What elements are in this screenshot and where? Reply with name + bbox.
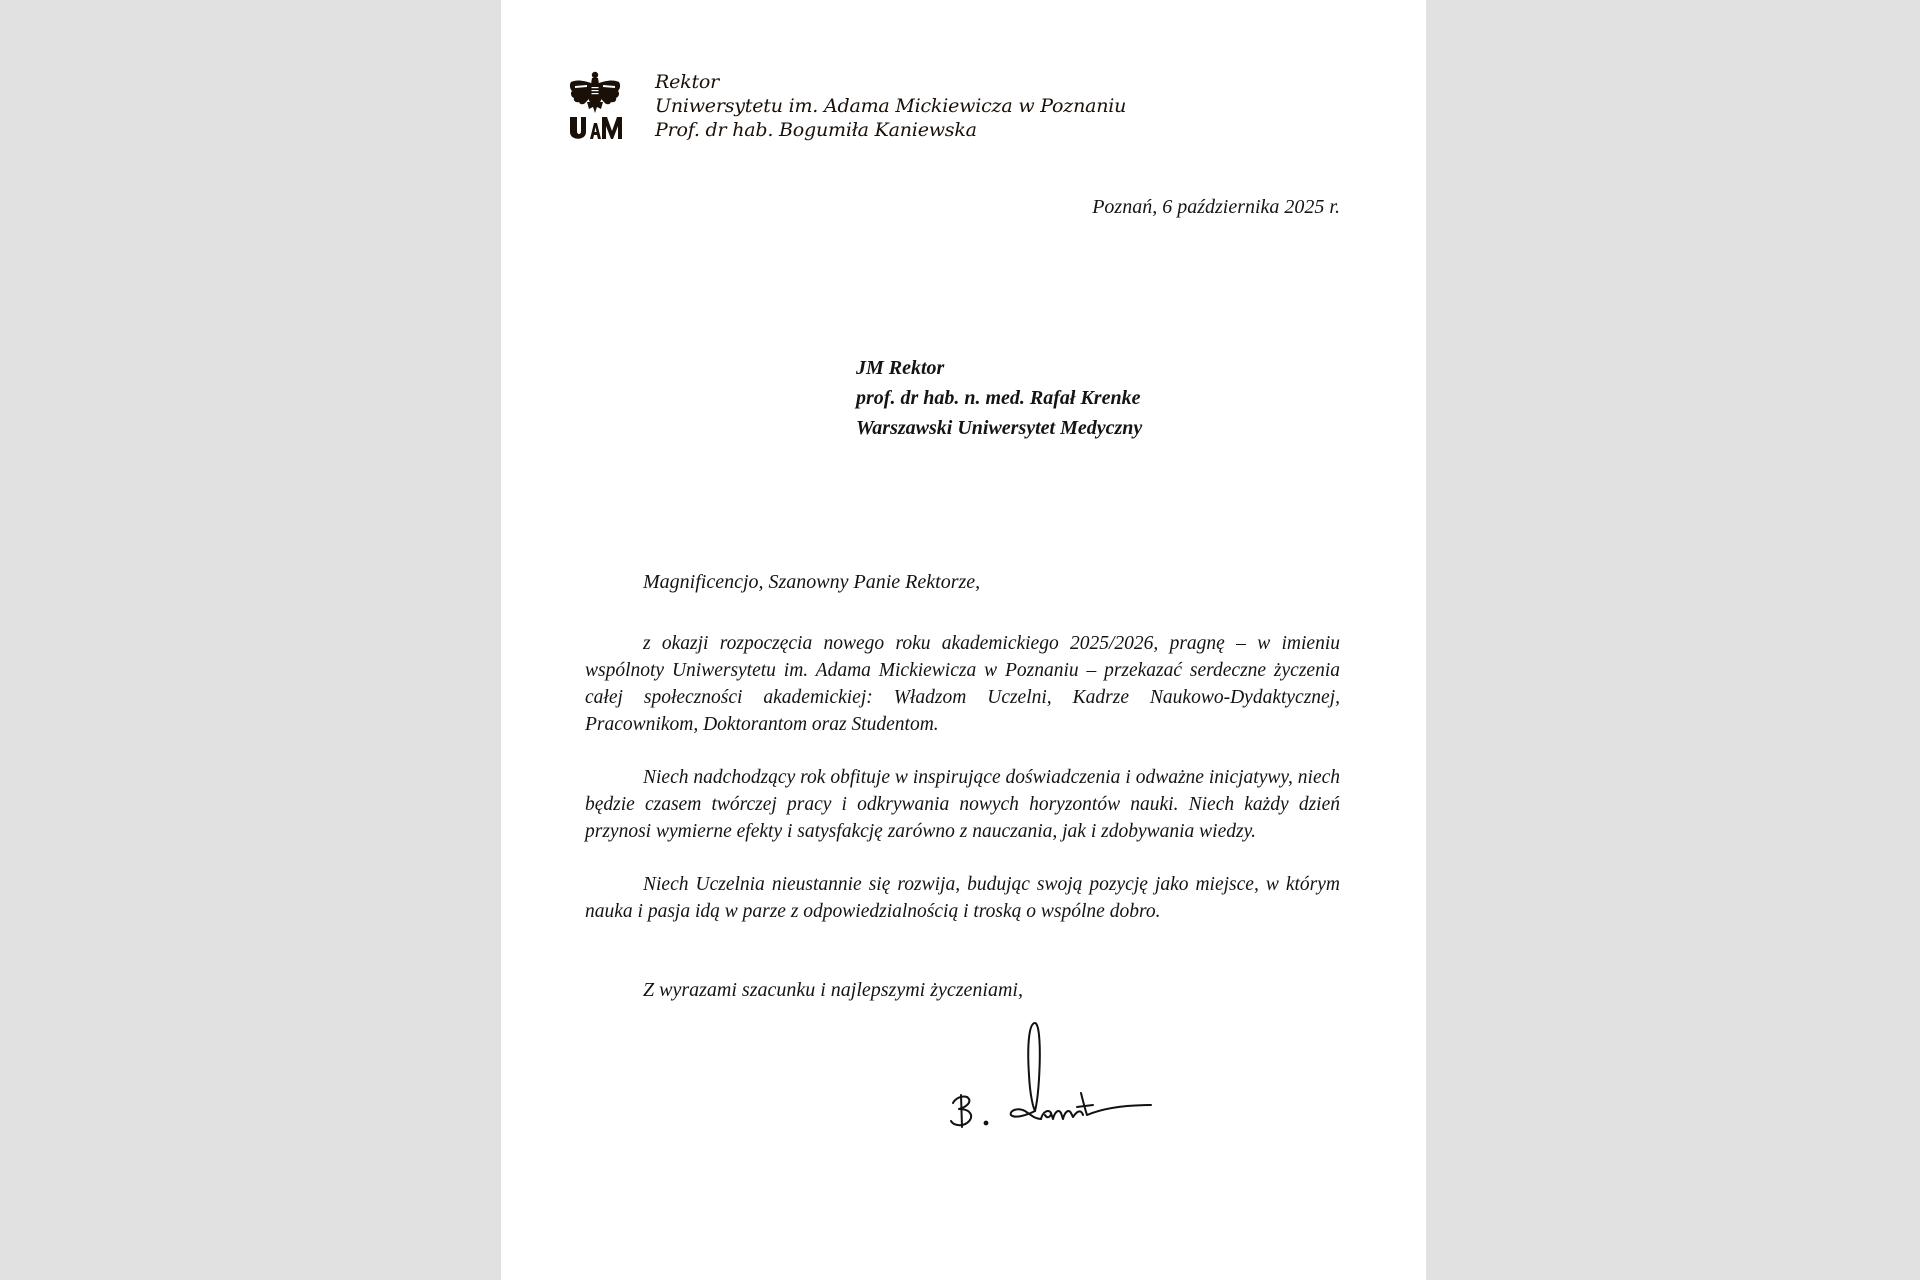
letter-date: Poznań, 6 października 2025 r. [1092, 196, 1340, 218]
letter-page [501, 0, 1426, 1280]
paragraph: Niech nadchodzący rok obfituje w inspirujące doświadczenia i odważne inicjatywy, niech będzie czasem twórczej pracy i odkrywania nowych horyzontów nauki. Niech każdy dzień przynosi wymierne efekty i satysfakcję zarówno z nauczania, jak i zdobywania wiedzy. [585, 767, 1340, 842]
letterhead [655, 70, 1126, 142]
letterhead-university: Uniwersytetu im. Adama Mickiewicza w Poznaniu [655, 95, 1127, 117]
letterhead-author: Prof. dr hab. Bogumiła Kaniewska [655, 119, 977, 141]
paragraph: Niech Uczelnia nieustannie się rozwija, budując swoją pozycję jako miejsce, w którym nauka i pasja idą w parze z odpowiedzialnością i troską o wspólne dobro. [585, 874, 1340, 922]
letterhead-title: Rektor [655, 71, 720, 93]
recipient-title: JM Rektor [856, 357, 945, 379]
recipient-block [856, 353, 1142, 443]
closing: Z wyrazami szacunku i najlepszymi życzeniami, [643, 979, 1023, 1001]
handwritten-signature-icon [931, 1015, 1171, 1135]
salutation: Magnificencjo, Szanowny Panie Rektorze, [643, 571, 981, 593]
letter-body [585, 630, 1340, 951]
paragraph: z okazji rozpoczęcia nowego roku akademickiego 2025/2026, pragnę – w imieniu wspólnoty Uniwersytetu im. Adama Mickiewicza w Poznaniu – przekazać serdeczne życzenia całej społeczności akademickiej: Władzom Uczelni, Kadrze Naukowo-Dydaktycznej, Pracownikom, Doktorantom oraz Studentom. [585, 633, 1340, 735]
uam-eagle-logo-icon [567, 69, 623, 141]
recipient-institution: Warszawski Uniwersytet Medyczny [856, 417, 1143, 439]
recipient-name: prof. dr hab. n. med. Rafał Krenke [856, 387, 1141, 409]
